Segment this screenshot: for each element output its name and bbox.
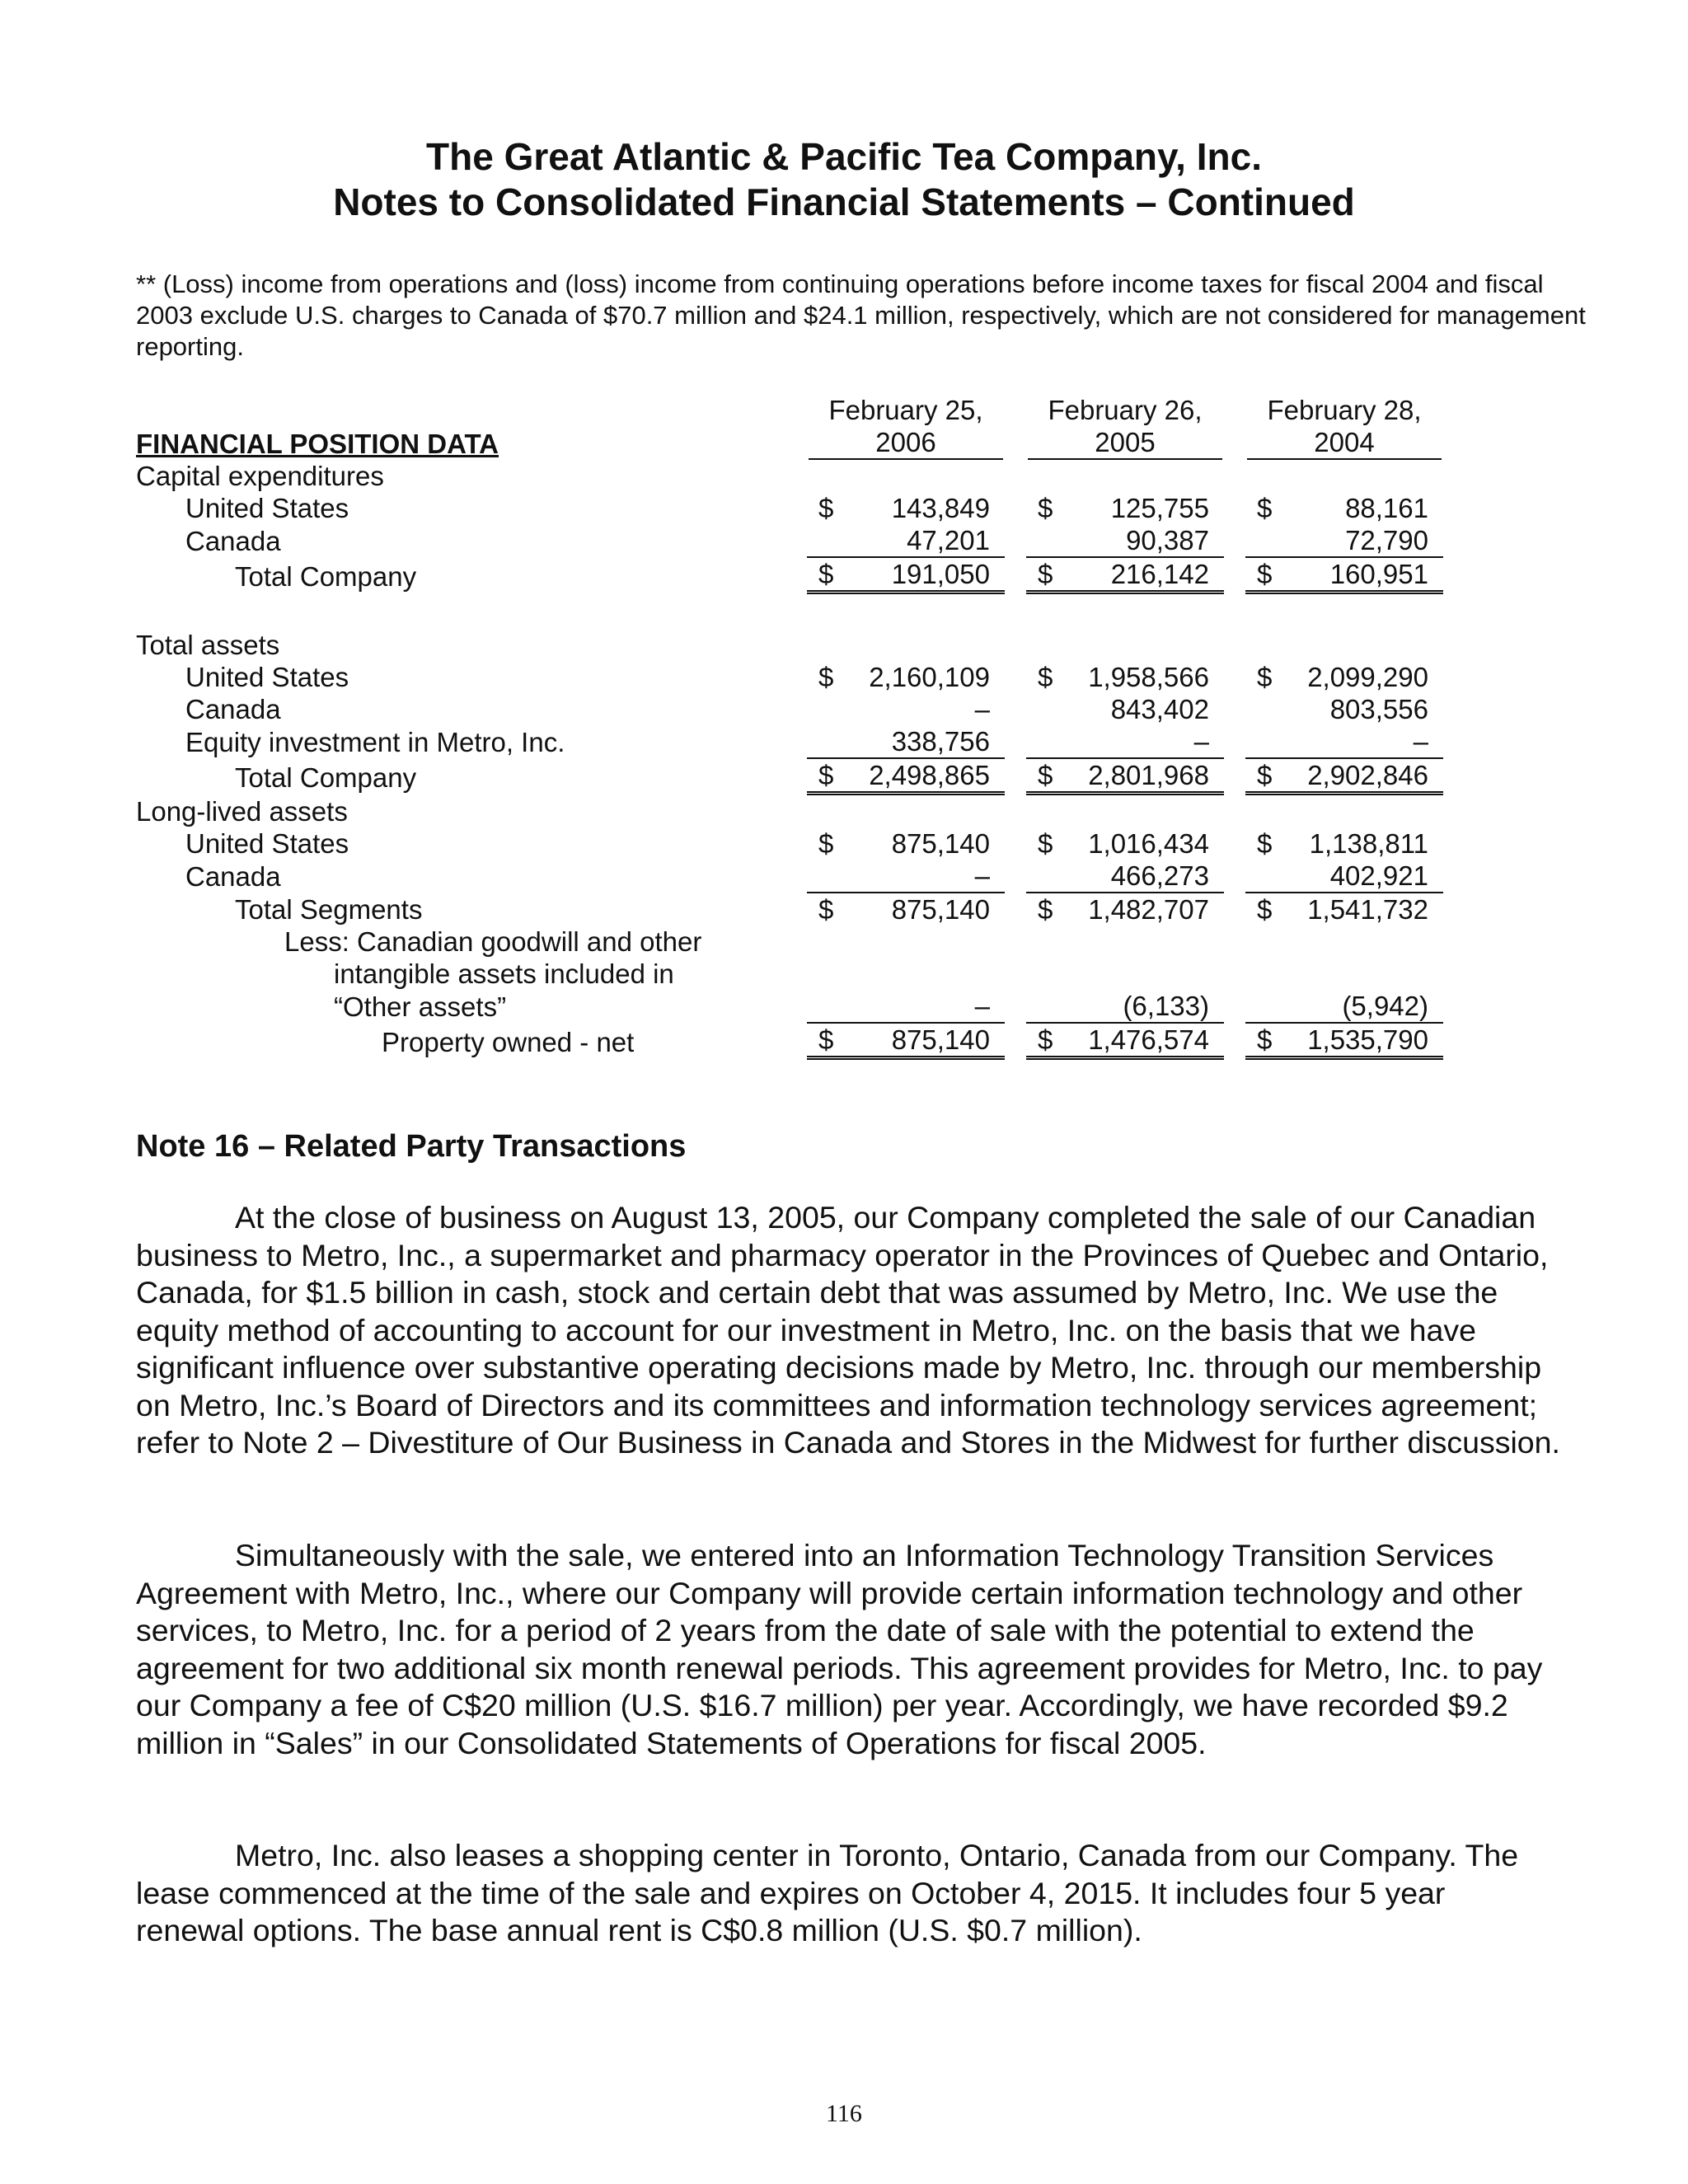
row-label: “Other assets” — [334, 991, 507, 1022]
table-row — [136, 1023, 1443, 1058]
table-cell: (5,942) — [1245, 990, 1443, 1023]
table-header-row1 — [136, 394, 1443, 426]
table-cell: 466,273 — [1026, 860, 1224, 893]
row-label: Less: Canadian goodwill and other — [284, 926, 702, 957]
paragraph: At the close of business on August 13, 2005, our Company completed the sale of our Canadian business to Metro, Inc., a supermarket and pharmacy operator in the Provinces of Quebec and Ontario, Canada, for $1.5 billion in cash, stock and certain debt that was assumed by Metro, Inc. We use the equity method of accounting to account for our investment in Metro, Inc. on the basis that we have significant influence over substantive operating decisions made by Metro, Inc. through our membership on Metro, Inc.’s Board of Directors and its committees and information technology services agreement; refer to Note 2 – Divestiture of Our Business in Canada and Stores in the Midwest for further discussion. — [136, 1200, 1560, 1460]
table-cell: 90,387 — [1026, 524, 1224, 557]
row-label: Total Segments — [235, 894, 423, 925]
table-row — [136, 492, 1443, 524]
table-cell: $ 125,755 — [1038, 493, 1209, 523]
column-header-date: February 26, — [1048, 395, 1203, 425]
table-row — [136, 958, 1443, 990]
table-cell: $ 875,140 — [807, 1023, 1005, 1058]
table-row — [136, 794, 1443, 828]
footnote: ** (Loss) income from operations and (loss) income from continuing operations before income taxes for fiscal 2004 and fiscal 2003 exclude U.S. charges to Canada of $70.7 million and $24.1 million, respectively, which are not considered for management reporting. — [136, 269, 1586, 361]
row-label: Total Company — [235, 762, 417, 793]
section-label: Long-lived assets — [136, 796, 348, 827]
table-row — [136, 661, 1443, 693]
row-label: United States — [185, 662, 349, 692]
table-cell: $ 160,951 — [1245, 557, 1443, 593]
table-cell: 803,556 — [1329, 694, 1428, 724]
table-cell: $ 1,535,790 — [1245, 1023, 1443, 1058]
table-row — [136, 725, 1443, 758]
table-cell: $ 1,138,811 — [1257, 828, 1428, 859]
table-cell: $ 2,902,846 — [1245, 758, 1443, 794]
table-header-row2 — [136, 426, 1443, 460]
table-row — [136, 557, 1443, 593]
table-title: FINANCIAL POSITION DATA — [136, 429, 499, 459]
row-label: Canada — [185, 694, 281, 724]
table-cell: $ 1,482,707 — [1038, 894, 1209, 925]
row-label: intangible assets included in — [334, 958, 674, 989]
column-header-year: 2006 — [809, 426, 1003, 460]
financial-position-table — [136, 394, 1443, 1060]
table-cell: $ 875,140 — [818, 894, 990, 925]
table-cell: $ 1,541,732 — [1257, 894, 1428, 925]
table-cell: – — [807, 860, 1005, 893]
table-row — [136, 893, 1443, 926]
row-label: Total Company — [235, 560, 417, 592]
table-row — [136, 629, 1443, 661]
table-row — [136, 827, 1443, 860]
table-cell: 72,790 — [1245, 524, 1443, 557]
table-cell: 843,402 — [1110, 694, 1209, 724]
column-header-date: February 25, — [828, 395, 983, 425]
table-cell: $ 2,801,968 — [1026, 758, 1224, 794]
section-label: Capital expenditures — [136, 461, 384, 491]
table-cell: 402,921 — [1245, 860, 1443, 893]
table-cell: $ 216,142 — [1026, 557, 1224, 593]
paragraph: Simultaneously with the sale, we entered into an Information Technology Transition Services Agreement with Metro, Inc., where our Company will provide certain information technology and other services, to Metro, Inc. for a period of 2 years from the date of sale with the potential to extend the agreement for two additional six month renewal periods. This agreement provides for Metro, Inc. to pay our Company a fee of C$20 million (U.S. $16.7 million) per year. Accordingly, we have recorded $9.2 million in “Sales” in our Consolidated Statements of Operations for fiscal 2005. — [136, 1538, 1543, 1760]
table-cell: 338,756 — [807, 725, 1005, 758]
section-label: Total assets — [136, 630, 280, 660]
row-label: United States — [185, 493, 349, 523]
table-cell: – — [1026, 725, 1224, 758]
row-label: Equity investment in Metro, Inc. — [185, 727, 565, 757]
row-label: Property owned - net — [382, 1026, 635, 1057]
table-cell: – — [974, 694, 990, 724]
row-label: Canada — [185, 526, 281, 556]
note-heading: Note 16 – Related Party Transactions — [136, 1129, 687, 1164]
column-header-year: 2004 — [1247, 426, 1442, 460]
table-cell: $ 2,498,865 — [807, 758, 1005, 794]
table-cell: $ 2,160,109 — [818, 662, 990, 692]
table-cell: $ 143,849 — [818, 493, 990, 523]
table-cell: – — [807, 990, 1005, 1023]
document-title-line1: The Great Atlantic & Pacific Tea Company, Inc. — [426, 135, 1262, 178]
table-cell: $ 1,958,566 — [1038, 662, 1209, 692]
table-cell: $ 875,140 — [818, 828, 990, 859]
document-title-line2: Notes to Consolidated Financial Statements – Continued — [333, 180, 1355, 223]
table-row — [136, 926, 1443, 958]
page-number: 116 — [826, 2100, 862, 2127]
table-cell: $ 191,050 — [807, 557, 1005, 593]
row-label: Canada — [185, 861, 281, 892]
table-row — [136, 758, 1443, 794]
table-cell: $ 88,161 — [1257, 493, 1428, 523]
table-cell: $ 1,476,574 — [1026, 1023, 1224, 1058]
column-header-date: February 28, — [1267, 395, 1422, 425]
table-cell: $ 1,016,434 — [1038, 828, 1209, 859]
table-cell: – — [1245, 725, 1443, 758]
table-row — [136, 524, 1443, 557]
row-label: United States — [185, 828, 349, 859]
table-row — [136, 990, 1443, 1023]
table-row — [136, 693, 1443, 725]
table-cell: (6,133) — [1026, 990, 1224, 1023]
paragraph: Metro, Inc. also leases a shopping center in Toronto, Ontario, Canada from our Company. The lease commenced at the time of the sale and expires on October 4, 2015. It includes four 5 year renewal options. The base annual rent is C$0.8 million (U.S. $0.7 million). — [136, 1838, 1519, 1947]
table-row — [136, 860, 1443, 893]
table-cell: $ 2,099,290 — [1257, 662, 1428, 692]
table-cell: 47,201 — [807, 524, 1005, 557]
table-row — [136, 460, 1443, 492]
column-header-year: 2005 — [1028, 426, 1222, 460]
